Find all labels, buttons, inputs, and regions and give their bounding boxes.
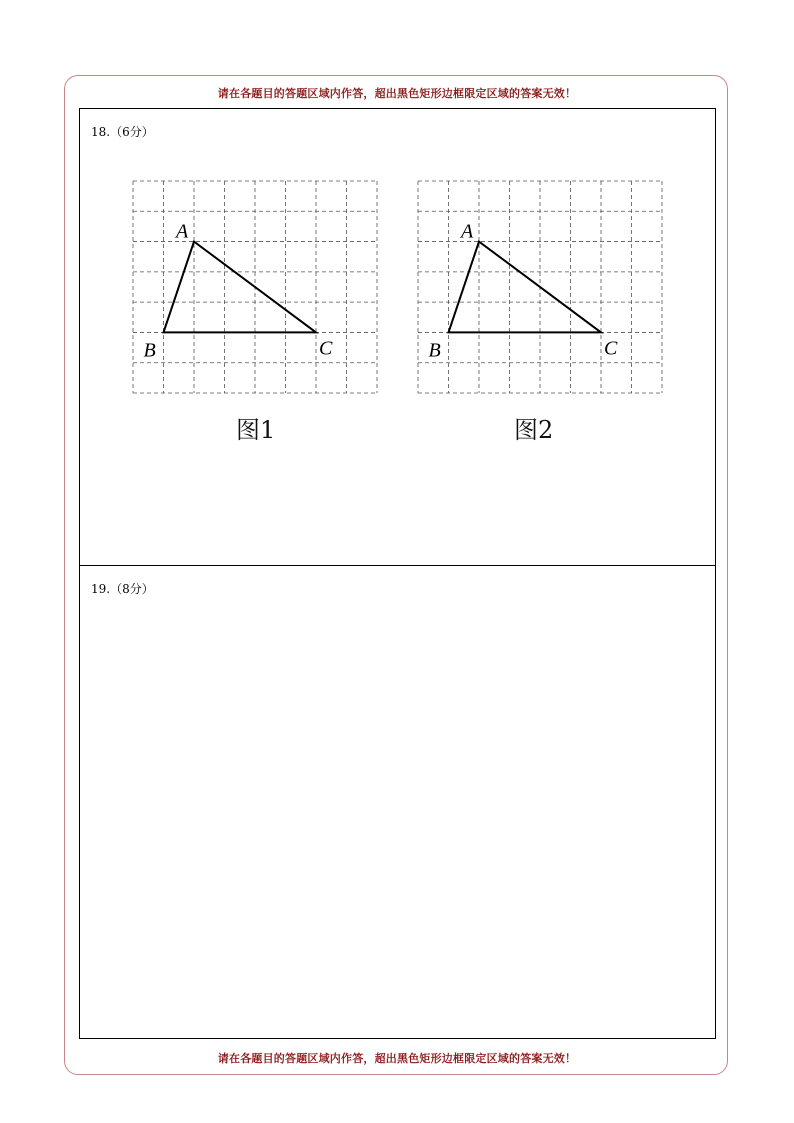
notice-top: 请在各题目的答题区域内作答，超出黑色矩形边框限定区域的答案无效！	[217, 87, 577, 100]
notice-bottom: 请在各题目的答题区域内作答，超出黑色矩形边框限定区域的答案无效！	[217, 1052, 577, 1065]
vertex-label-b: B	[143, 339, 156, 362]
vertex-label-a: A	[176, 220, 189, 243]
vertex-label-c: C	[604, 337, 618, 360]
triangle-abc	[164, 242, 317, 333]
figure-1-caption: 图1	[236, 416, 276, 444]
triangle-abc	[449, 242, 602, 333]
question-label-18: 18.（6分）	[91, 125, 154, 139]
vertex-label-b: B	[428, 339, 441, 362]
question-label-19: 19.（8分）	[91, 582, 154, 596]
vertex-label-c: C	[319, 337, 333, 360]
figure-1	[132, 180, 378, 394]
figure-2	[417, 180, 663, 394]
figure-2-caption: 图2	[514, 416, 554, 444]
vertex-label-a: A	[461, 220, 474, 243]
answer-area-19	[79, 565, 716, 1039]
figure-2-grid	[417, 180, 663, 394]
figure-1-grid	[132, 180, 378, 394]
